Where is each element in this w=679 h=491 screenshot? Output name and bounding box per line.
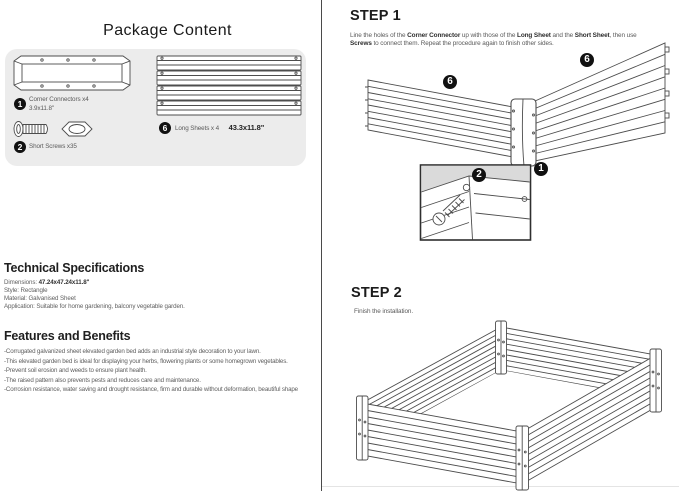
callout-badge-long-sheet-left: 6	[443, 75, 457, 89]
column-divider	[321, 0, 322, 491]
part-label-short-screws: Short Screws x35	[29, 143, 77, 150]
step1-instruction: Line the holes of the Corner Connector up with those of the Long Sheet and the Short Sheet, then use Screws to connect them. Repeat the procedure again to finish other sides.	[350, 32, 637, 48]
part-badge-corner-connector: 1	[14, 98, 26, 110]
spec-style: Style: Rectangle	[4, 287, 48, 294]
part-badge-long-sheets: 6	[159, 122, 171, 134]
step2-title: STEP 2	[351, 285, 402, 301]
feature-bullet: -This elevated garden bed is ideal for displaying your herbs, flowering plants or some homegrown vegetables.	[4, 357, 288, 365]
callout-badge-long-sheet-right: 6	[580, 53, 594, 67]
spec-dimensions: Dimensions: 47.24x47.24x11.8"	[4, 279, 90, 286]
features-title: Features and Benefits	[4, 329, 131, 343]
part-label-long-sheets: Long Sheets x 4 43.3x11.8"	[175, 123, 265, 132]
features-list	[4, 347, 319, 395]
feature-bullet: -Corrosion resistance, water saving and drought resistance, firm and durable without deformation, beautiful shape	[4, 386, 298, 393]
part-badge-short-screws: 2	[14, 141, 26, 153]
callout-badge-screw: 2	[472, 168, 486, 182]
spec-material: Material: Galvanised Sheet	[4, 295, 76, 302]
step2-assembled-bed-diagram	[339, 310, 679, 491]
feature-bullet: -The raised pattern also prevents pests and reduces care and maintenance.	[4, 376, 201, 384]
long-sheets-diagram	[156, 55, 302, 117]
step1-title: STEP 1	[350, 8, 401, 24]
feature-bullet: -Corrugated galvanized sheet elevated garden bed adds an industrial style decoration to your lawn.	[4, 348, 261, 355]
step2-instruction: Finish the installation.	[354, 308, 414, 315]
tech-specs-title: Technical Specifications	[4, 261, 145, 275]
callout-badge-corner-connector: 1	[534, 162, 548, 176]
part-label-corner-connector: Corner Connectors x4 3.9x11.8"	[29, 96, 89, 112]
screw-icon	[13, 120, 51, 138]
nut-icon	[61, 121, 93, 137]
spec-application: Application: Suitable for home gardening, balcony vegetable garden.	[4, 303, 185, 310]
step1-assembly-diagram	[339, 35, 679, 265]
page-title: Package Content	[103, 22, 232, 39]
corner-connector-diagram	[12, 54, 133, 92]
feature-bullet: -Prevent soil erosion and weeds to ensure plant health.	[4, 367, 147, 374]
